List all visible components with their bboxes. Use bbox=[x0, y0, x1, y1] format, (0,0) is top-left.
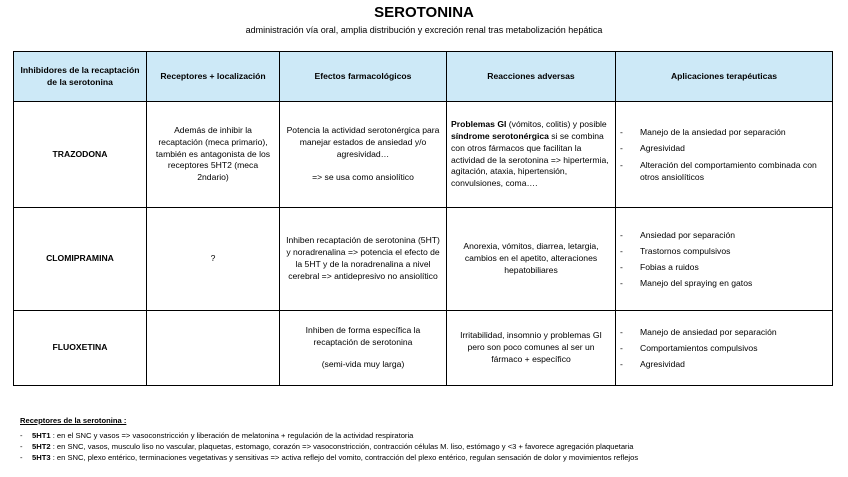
dash-bullet: - bbox=[620, 262, 623, 272]
header-inhibitors: Inhibidores de la recaptación de la serotonina bbox=[14, 52, 147, 102]
note-text: : en SNC, plexo entérico, terminaciones vegetativas y sensitivas => activa reflejo del vomito, contracción del plexo entérico, regulan sensación de dolor y movimientos reflejos bbox=[50, 453, 639, 462]
applications-cell bbox=[616, 208, 833, 311]
table-header-row bbox=[14, 52, 833, 102]
note-item bbox=[20, 430, 638, 441]
header-applications: Aplicaciones terapéuticas bbox=[616, 52, 833, 102]
list-item-text: Manejo del spraying en gatos bbox=[640, 278, 753, 289]
adverse-bold: síndrome serotonérgica bbox=[451, 130, 549, 141]
adverse-cell: Irritabilidad, insomnio y problemas GI pero son poco comunes al ser un fármaco + específico bbox=[447, 311, 616, 386]
table-row bbox=[14, 208, 833, 311]
table-row bbox=[14, 311, 833, 386]
dash-bullet: - bbox=[620, 127, 623, 138]
note-text: : en el SNC y vasos => vasoconstricción y liberación de melatonina + regulación de la actividad respiratoria bbox=[50, 431, 414, 440]
effects-cell bbox=[280, 102, 447, 208]
applications-list bbox=[620, 229, 828, 289]
dash-bullet: - bbox=[620, 278, 623, 289]
drug-table bbox=[13, 51, 833, 386]
receptors-cell bbox=[147, 311, 280, 386]
effects-cell bbox=[280, 311, 447, 386]
list-item bbox=[620, 142, 828, 154]
applications-list bbox=[620, 326, 828, 370]
note-text: : en SNC, vasos, musculo liso no vascular, plaquetas, estomago, corazón => vasoconstricción, contracción células M. liso, estómago y <3 + favorece agregación plaquetaria bbox=[50, 442, 634, 451]
effects-note: (semi-vida muy larga) bbox=[321, 358, 405, 369]
dash-bullet: - bbox=[20, 453, 23, 462]
list-item-text: Manejo de ansiedad por separación bbox=[640, 326, 777, 337]
list-item-text: Manejo de la ansiedad por separación bbox=[640, 127, 786, 138]
dash-bullet: - bbox=[20, 431, 23, 440]
list-item bbox=[620, 159, 828, 183]
page-title: SEROTONINA bbox=[374, 4, 474, 21]
drug-name: TRAZODONA bbox=[14, 102, 147, 208]
applications-cell bbox=[616, 311, 833, 386]
receptors-cell: Además de inhibir la recaptación (meca primario), también es antagonista de los receptores 5HT2 (meca 2ndario) bbox=[147, 102, 280, 208]
receptor-notes bbox=[20, 416, 638, 463]
dash-bullet: - bbox=[620, 359, 623, 370]
effects-text: Potencia la actividad serotonérgica para manejar estados de ansiedad y/o agresividad… bbox=[286, 125, 440, 159]
list-item-text: Ansiedad por separación bbox=[640, 229, 736, 240]
list-item-text: Alteración del comportamiento combinada con otros ansiolíticos bbox=[640, 159, 817, 182]
note-label: 5HT2 bbox=[32, 442, 51, 451]
list-item-text: Agresividad bbox=[640, 143, 685, 154]
notes-title: Receptores de la serotonina : bbox=[20, 416, 127, 425]
list-item-text: Comportamientos compulsivos bbox=[640, 342, 758, 353]
effects-text: Inhiben de forma específica la recaptación de serotonina bbox=[305, 325, 421, 348]
dash-bullet: - bbox=[620, 245, 623, 256]
list-item bbox=[620, 358, 828, 370]
list-item bbox=[620, 126, 828, 138]
dash-bullet: - bbox=[620, 229, 623, 240]
dash-bullet: - bbox=[20, 442, 23, 451]
dash-bullet: - bbox=[620, 159, 623, 170]
applications-list bbox=[620, 126, 828, 182]
header-effects: Efectos farmacológicos bbox=[280, 52, 447, 102]
applications-cell bbox=[616, 102, 833, 208]
drug-name: CLOMIPRAMINA bbox=[14, 208, 147, 311]
dash-bullet: - bbox=[620, 143, 623, 154]
list-item bbox=[620, 326, 828, 338]
header-adverse: Reacciones adversas bbox=[447, 52, 616, 102]
effects-cell: Inhiben recaptación de serotonina (5HT) y noradrenalina => potencia el efecto de la 5HT y de la noradrenalina a nivel cerebral => antidepresivo no ansiolítico bbox=[280, 208, 447, 311]
list-item bbox=[620, 245, 828, 257]
note-item bbox=[20, 441, 638, 452]
effects-note: => se usa como ansiolítico bbox=[312, 171, 414, 182]
note-label: 5HT1 bbox=[32, 431, 51, 440]
adverse-cell: Anorexia, vómitos, diarrea, letargia, cambios en el apetito, alteraciones hepatobiliares bbox=[447, 208, 616, 311]
dash-bullet: - bbox=[620, 326, 623, 337]
drug-name: FLUOXETINA bbox=[14, 311, 147, 386]
note-item bbox=[20, 452, 638, 463]
adverse-text: (vómitos, colitis) y posible bbox=[506, 118, 607, 129]
list-item-text: Fobias a ruidos bbox=[640, 262, 699, 272]
list-item-text: Agresividad bbox=[640, 359, 685, 370]
list-item bbox=[620, 342, 828, 354]
list-item bbox=[620, 229, 828, 241]
receptors-cell: ? bbox=[147, 208, 280, 311]
list-item bbox=[620, 261, 828, 273]
adverse-text: si se combina con otros fármacos que facilitan la actividad de la serotonina => hipertermia, agitación, ataxia, hipertensión, convulsiones, coma…. bbox=[451, 130, 609, 189]
page-subtitle: administración vía oral, amplia distribución y excreción renal tras metabolización hepática bbox=[245, 25, 603, 35]
list-item-text: Trastornos compulsivos bbox=[640, 245, 731, 256]
table-row bbox=[14, 102, 833, 208]
list-item bbox=[620, 277, 828, 289]
adverse-bold: Problemas GI bbox=[451, 118, 507, 129]
dash-bullet: - bbox=[620, 342, 623, 353]
note-label: 5HT3 bbox=[32, 453, 51, 462]
header-receptors: Receptores + localización bbox=[147, 52, 280, 102]
adverse-cell bbox=[447, 102, 616, 208]
